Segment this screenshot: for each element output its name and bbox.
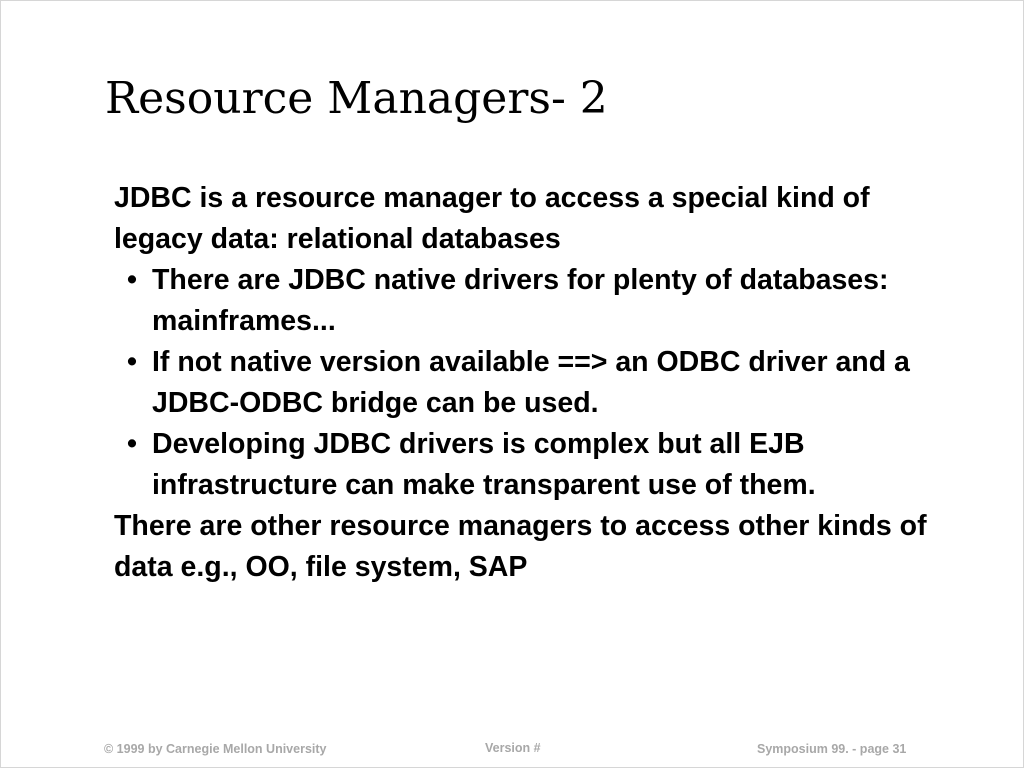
intro-paragraph: JDBC is a resource manager to access a special kind of legacy data: relational databases	[114, 182, 870, 255]
bullet-dot-icon: •	[127, 428, 137, 460]
bullet-text: Developing JDBC drivers is complex but all EJB infrastructure can make transparent use of them.	[152, 428, 816, 501]
bullet-text: If not native version available ==> an ODBC driver and a JDBC-ODBC bridge can be used.	[152, 346, 910, 419]
bullet-list	[114, 260, 994, 506]
footer-version: Version #	[485, 741, 541, 755]
slide-title: Resource Managers- 2	[105, 73, 608, 124]
closing-paragraph: There are other resource managers to access other kinds of data e.g., OO, file system, SAP	[114, 510, 927, 583]
footer-page-number: Symposium 99. - page 31	[757, 742, 907, 756]
bullet-text: There are JDBC native drivers for plenty of databases: mainframes...	[152, 264, 889, 337]
bullet-dot-icon: •	[127, 346, 137, 378]
bullet-dot-icon: •	[127, 264, 137, 296]
bullet-item	[114, 342, 972, 424]
slide-body	[114, 178, 994, 588]
footer-copyright: © 1999 by Carnegie Mellon University	[104, 742, 327, 756]
bullet-item	[114, 260, 972, 342]
bullet-item	[114, 424, 972, 506]
